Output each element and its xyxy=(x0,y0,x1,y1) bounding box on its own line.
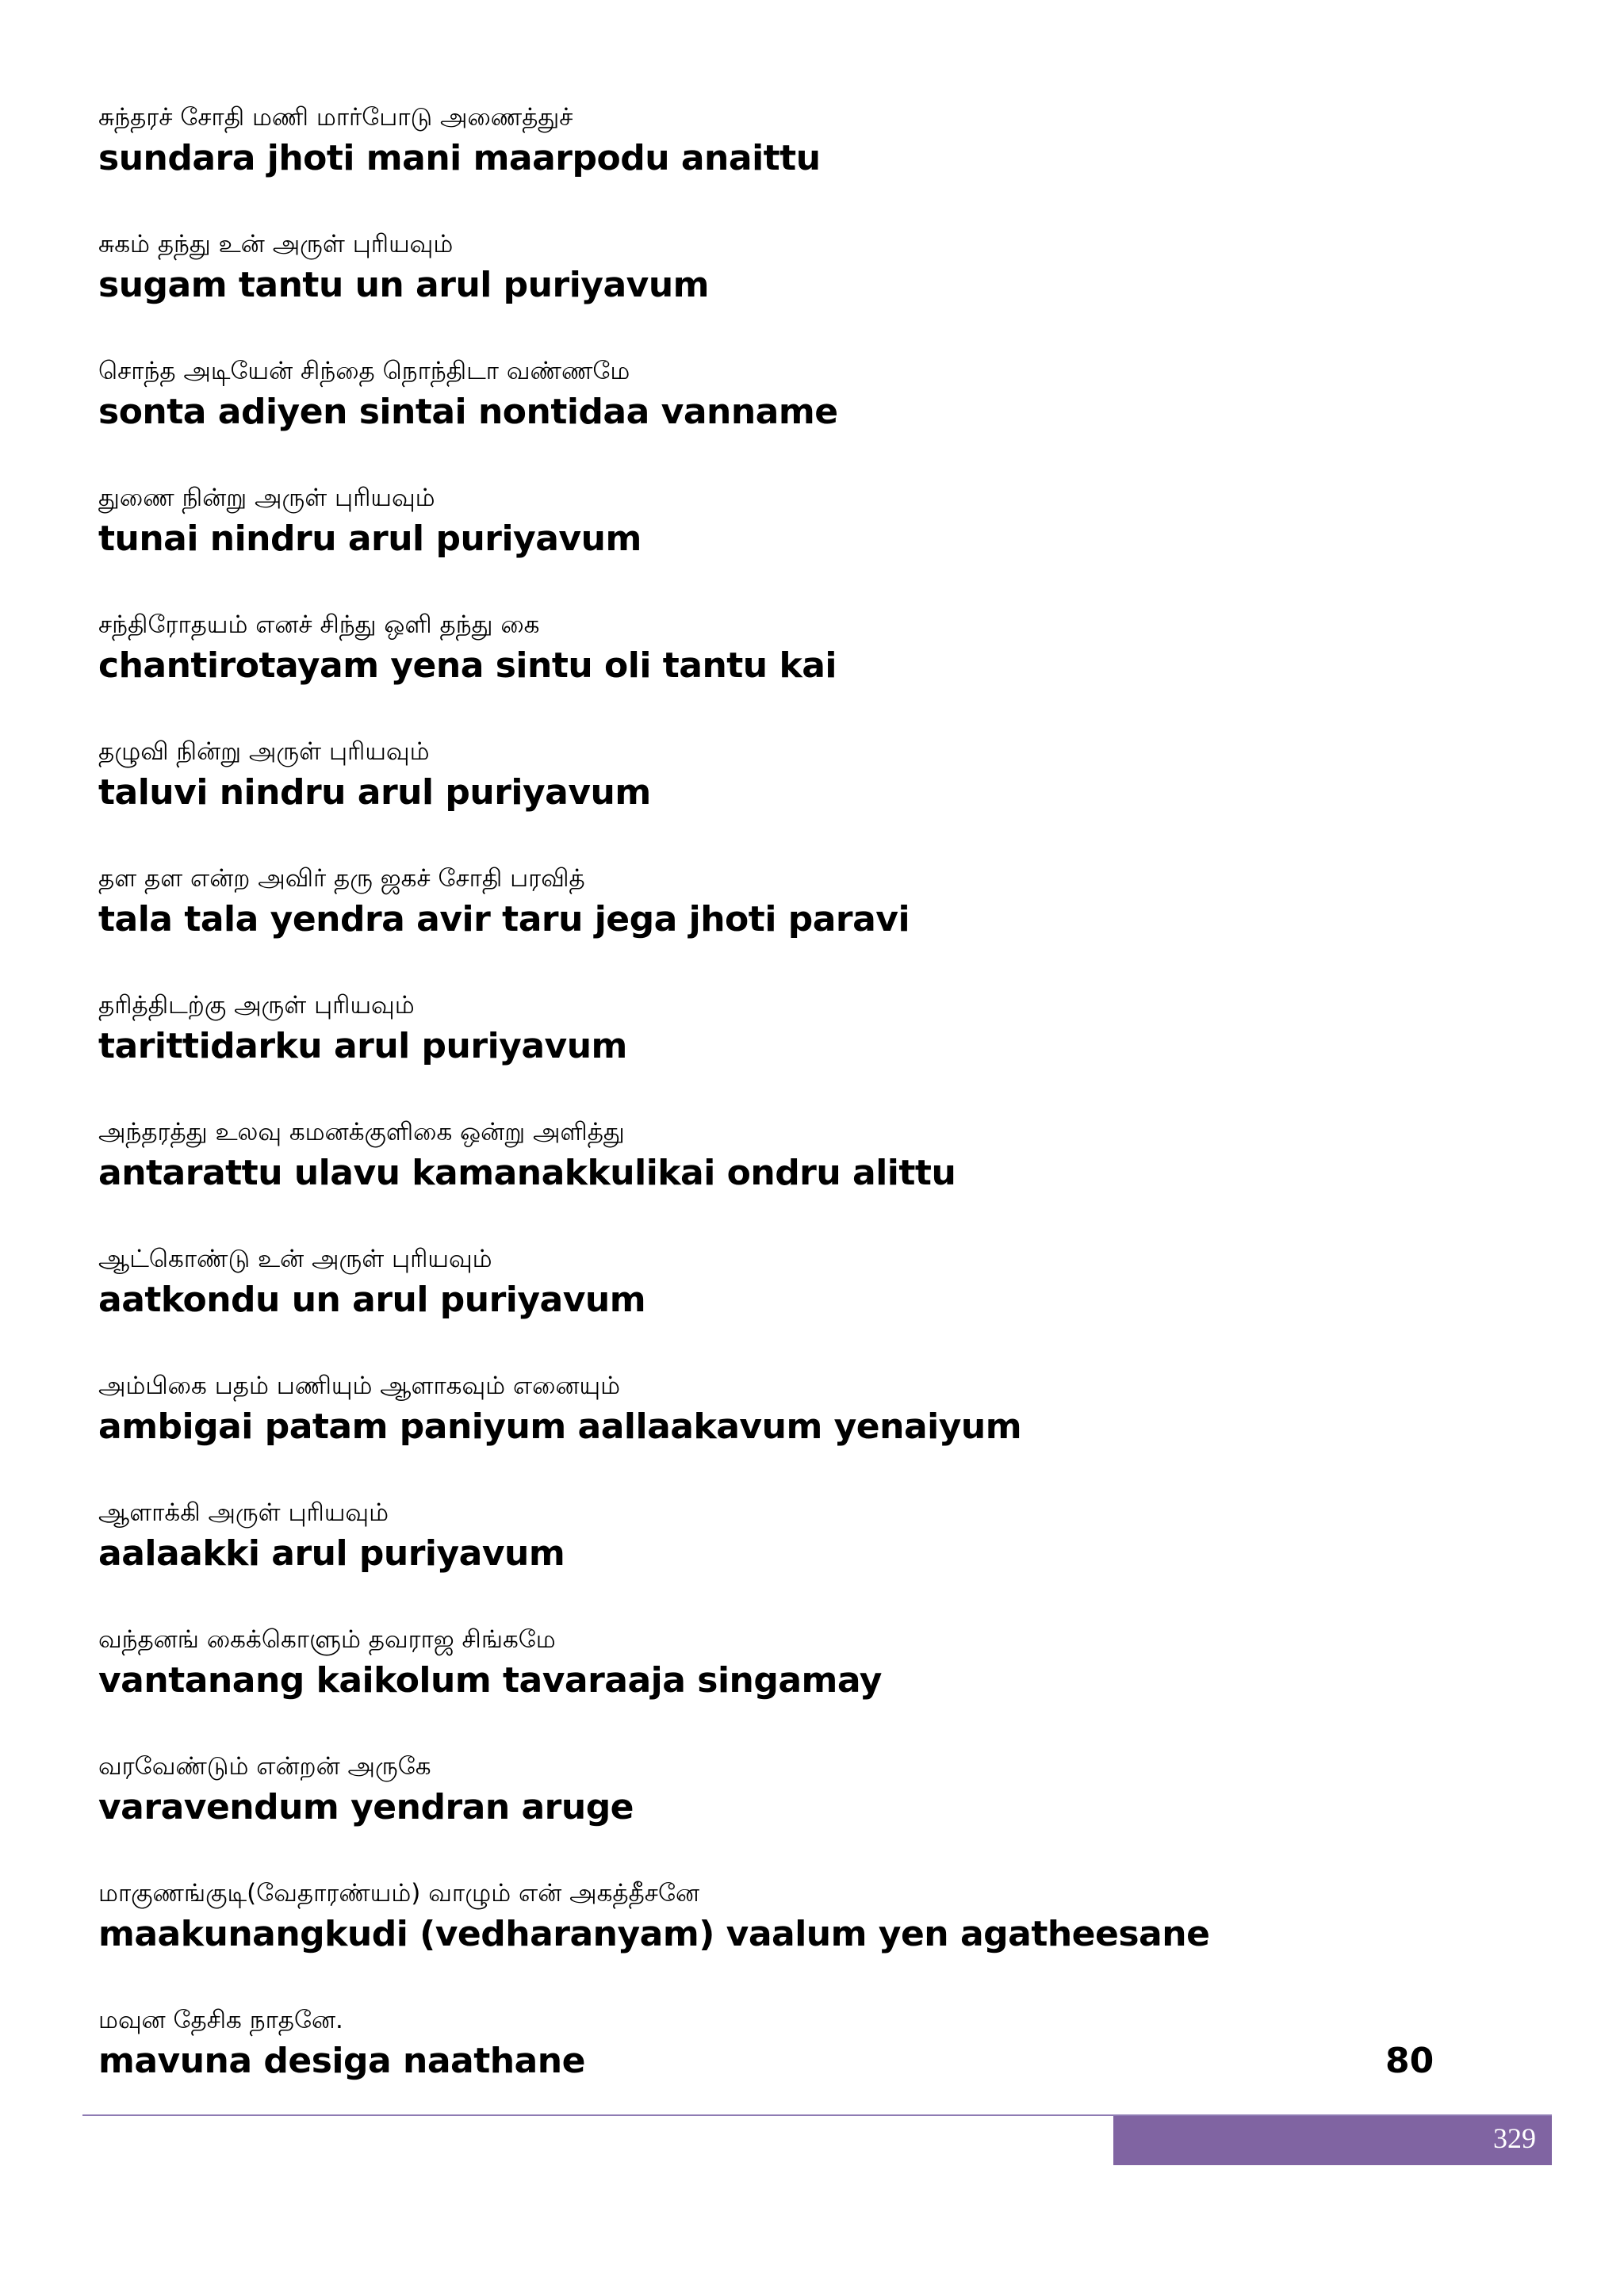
tamil-text: மாகுணங்குடி(வேதாரண்யம்) வாழும் என் அகத்தீசனே xyxy=(98,1879,700,1908)
transliteration-text: mavuna desiga naathane xyxy=(98,2041,585,2081)
verse-line xyxy=(98,989,1446,1116)
verse-line xyxy=(98,1751,1446,1877)
transliteration-text: vantanang kaikolum tavaraaja singamay xyxy=(98,1660,882,1701)
transliteration-text: maakunangkudi (vedharanyam) vaalum yen agatheesane xyxy=(98,1914,1210,1954)
tamil-text: சந்திரோதயம் எனச் சிந்து ஒளி தந்து கை xyxy=(98,610,540,639)
tamil-text: துணை நின்று அருள் புரியவும் xyxy=(98,484,435,512)
verse-line xyxy=(98,736,1446,863)
tamil-text: தரித்திடற்கு அருள் புரியவும் xyxy=(98,991,415,1020)
verse-line xyxy=(98,1116,1446,1243)
transliteration-text: aatkondu un arul puriyavum xyxy=(98,1280,646,1320)
transliteration-text: tala tala yendra avir taru jega jhoti paravi xyxy=(98,899,910,939)
tamil-text: அம்பிகை பதம் பணியும் ஆளாகவும் எனையும் xyxy=(98,1372,621,1400)
page-number-box xyxy=(1113,2116,1552,2165)
transliteration-text: tarittidarku arul puriyavum xyxy=(98,1026,627,1066)
transliteration-text: aalaakki arul puriyavum xyxy=(98,1533,565,1574)
verse-number: 80 xyxy=(1385,2041,1434,2081)
verse-line xyxy=(98,609,1446,736)
page-number: 329 xyxy=(1493,2122,1536,2154)
verse-line xyxy=(98,1624,1446,1751)
verse-line xyxy=(98,1243,1446,1370)
verse-line xyxy=(98,1497,1446,1624)
tamil-text: தள தள என்ற அவிர் தரு ஜகச் சோதி பரவித் xyxy=(98,864,585,893)
tamil-text: ஆட்கொண்டு உன் அருள் புரியவும் xyxy=(98,1245,492,1273)
verse-line xyxy=(98,355,1446,482)
tamil-text: மவுன தேசிக நாதனே. xyxy=(98,2006,343,2034)
verse-line xyxy=(98,1370,1446,1497)
transliteration-text: chantirotayam yena sintu oli tantu kai xyxy=(98,645,837,686)
verse-line xyxy=(98,482,1446,609)
transliteration-text: taluvi nindru arul puriyavum xyxy=(98,772,651,813)
tamil-text: சொந்த அடியேன் சிந்தை நொந்திடா வண்ணமே xyxy=(98,357,630,385)
tamil-text: ஆளாக்கி அருள் புரியவும் xyxy=(98,1498,389,1527)
transliteration-text: varavendum yendran aruge xyxy=(98,1787,634,1827)
tamil-text: தழுவி நின்று அருள் புரியவும் xyxy=(98,737,430,766)
transliteration-text: tunai nindru arul puriyavum xyxy=(98,519,642,559)
verse-line xyxy=(98,1877,1446,2004)
verse-line xyxy=(98,2004,1446,2131)
transliteration-text: sugam tantu un arul puriyavum xyxy=(98,265,710,305)
tamil-text: சுகம் தந்து உன் அருள் புரியவும் xyxy=(98,230,454,258)
tamil-text: சுந்தரச் சோதி மணி மார்போடு அணைத்துச் xyxy=(98,103,573,132)
verse-line xyxy=(98,863,1446,989)
tamil-text: அந்தரத்து உலவு கமனக்குளிகை ஒன்று அளித்து xyxy=(98,1118,625,1146)
verse-line xyxy=(98,228,1446,355)
transliteration-text: sundara jhoti mani maarpodu anaittu xyxy=(98,138,821,178)
lyrics-block xyxy=(98,101,1446,2131)
tamil-text: வரவேண்டும் என்றன் அருகே xyxy=(98,1752,431,1781)
transliteration-text: antarattu ulavu kamanakkulikai ondru alittu xyxy=(98,1153,956,1193)
transliteration-text: ambigai patam paniyum aallaakavum yenaiyum xyxy=(98,1406,1022,1447)
transliteration-text: sonta adiyen sintai nontidaa vanname xyxy=(98,392,838,432)
tamil-text: வந்தனங் கைக்கொளும் தவராஜ சிங்கமே xyxy=(98,1625,556,1654)
verse-line xyxy=(98,101,1446,228)
